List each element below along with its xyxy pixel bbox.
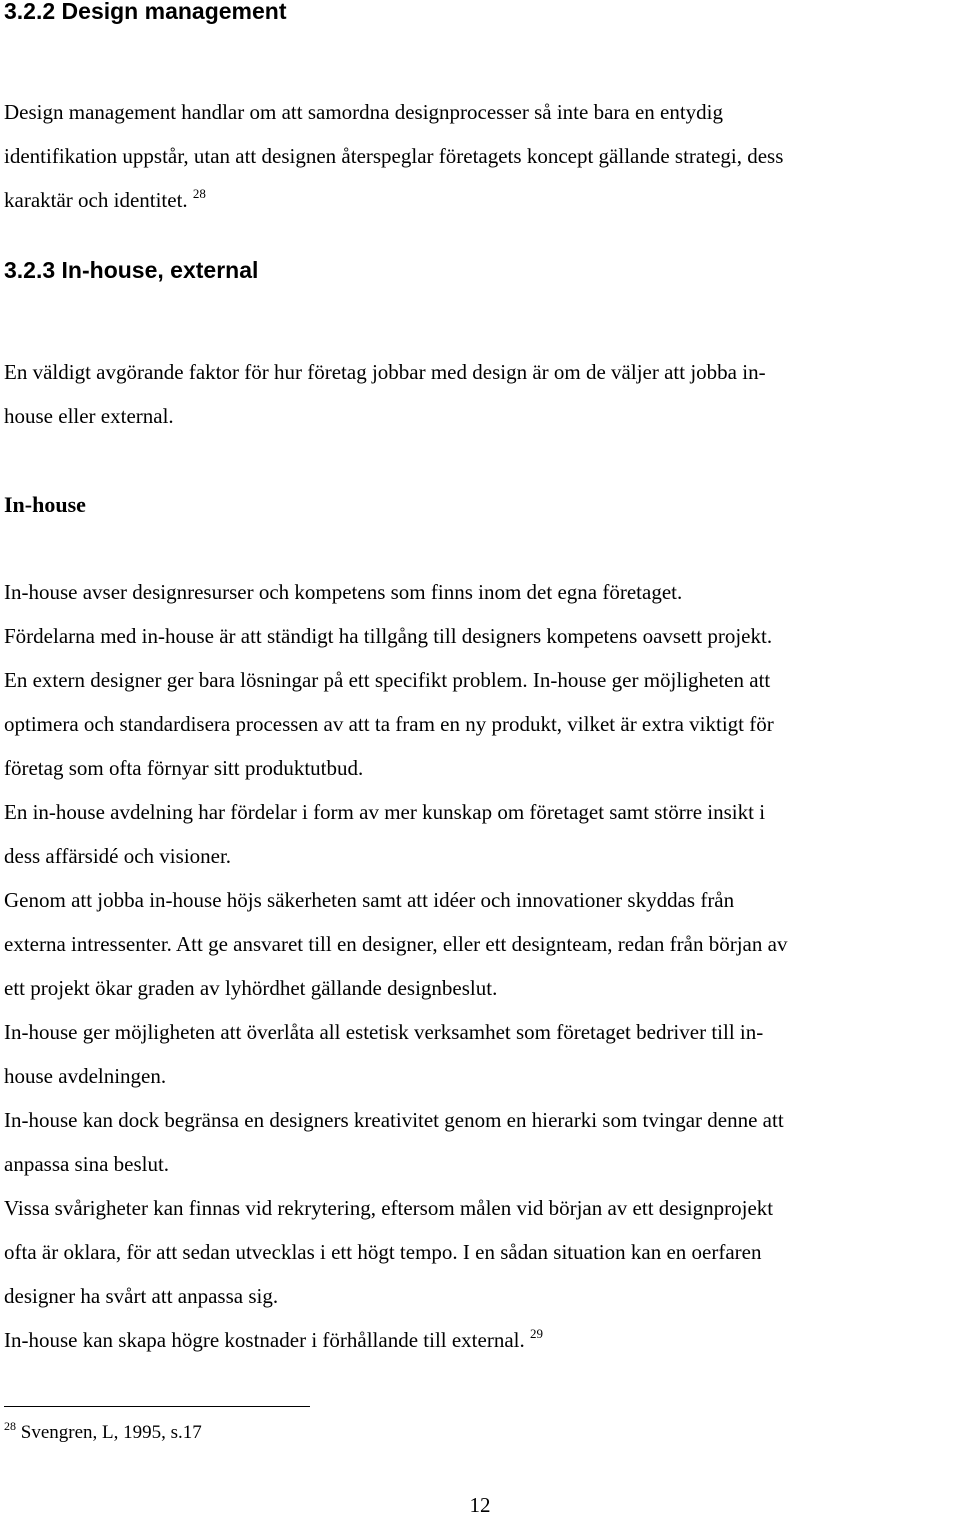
text-line: house eller external.	[4, 404, 174, 428]
footnote-text: Svengren, L, 1995, s.17	[20, 1422, 202, 1443]
subsection-heading-inhouse: In-house	[4, 492, 86, 517]
footnote-ref-28: 28	[192, 186, 206, 201]
text-line: ofta är oklara, för att sedan utvecklas i ett högt tempo. I en sådan situation kan en oerfaren	[4, 1240, 762, 1264]
text-line: Design management handlar om att samordna designprocesser så inte bara en entydig	[4, 100, 724, 124]
text-line: identifikation uppstår, utan att designen återspeglar företagets koncept gällande strategi, dess	[4, 144, 784, 168]
page-number: 12	[469, 1493, 491, 1517]
section-heading-inhouse-external: 3.2.3 In-house, external	[4, 257, 259, 283]
text-line: designer ha svårt att anpassa sig.	[4, 1284, 279, 1308]
text-line: house avdelningen.	[4, 1064, 167, 1088]
text-line: En väldigt avgörande faktor för hur företag jobbar med design är om de väljer att jobba in-	[4, 360, 766, 384]
paragraph-inhouse-external	[4, 350, 956, 438]
text-line: optimera och standardisera processen av att ta fram en ny produkt, vilket är extra viktigt för	[4, 712, 774, 736]
text-line: karaktär och identitet. $^{28}$	[4, 186, 206, 212]
footnote	[4, 1418, 202, 1448]
text-line: anpassa sina beslut.	[4, 1152, 170, 1176]
text-line: In-house ger möjligheten att överlåta all estetisk verksamhet som företaget bedriver till in-	[4, 1020, 764, 1044]
paragraph-inhouse	[4, 570, 956, 1362]
text-line: In-house kan dock begränsa en designers kreativitet genom en hierarki som tvingar denne att	[4, 1108, 784, 1132]
footnote-divider	[4, 1406, 310, 1407]
text-line: företag som ofta förnyar sitt produktutbud.	[4, 756, 364, 780]
footnote-ref-29: 29	[529, 1326, 543, 1341]
text-line: In-house avser designresurser och kompetens som finns inom det egna företaget.	[4, 580, 683, 604]
section-heading-design-management: 3.2.2 Design management	[4, 0, 287, 24]
text-line: Vissa svårigheter kan finnas vid rekrytering, eftersom målen vid början av ett designprojekt	[4, 1196, 774, 1220]
text-line: En extern designer ger bara lösningar på ett specifikt problem. In-house ger möjligheten att	[4, 668, 771, 692]
text-line: ett projekt ökar graden av lyhördhet gällande designbeslut.	[4, 976, 498, 1000]
text-line: En in-house avdelning har fördelar i form av mer kunskap om företaget samt större insikt i	[4, 800, 766, 824]
text-line: externa intressenter. Att ge ansvaret till en designer, eller ett designteam, redan från början av	[4, 932, 788, 956]
footnote-number: 28	[4, 1419, 16, 1433]
text-line: dess affärsidé och visioner.	[4, 844, 232, 868]
text-line: In-house kan skapa högre kostnader i förhållande till external. $^{29}$	[4, 1326, 543, 1352]
text-line: Fördelarna med in-house är att ständigt ha tillgång till designers kompetens oavsett projekt.	[4, 624, 773, 648]
paragraph-design-management	[4, 90, 956, 222]
text-line: Genom att jobba in-house höjs säkerheten samt att idéer och innovationer skyddas från	[4, 888, 735, 912]
